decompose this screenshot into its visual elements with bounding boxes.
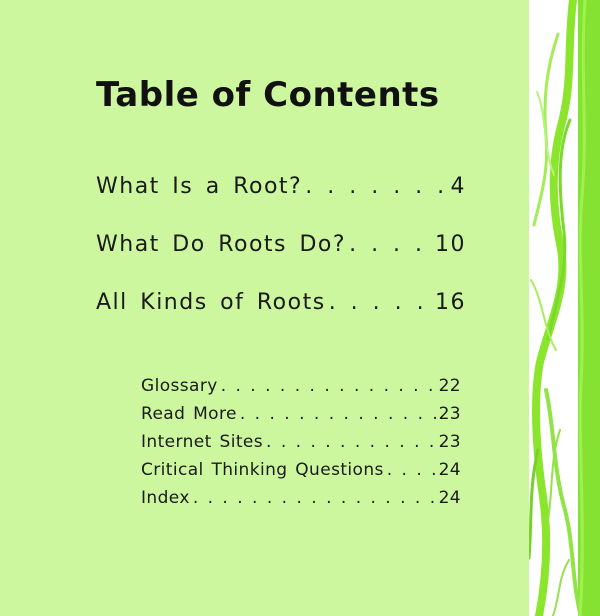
- toc-entry-what-is-a-root: [96, 174, 466, 230]
- toc-entry-what-do-roots-do: [96, 232, 466, 288]
- green-root-illustration: [529, 0, 600, 616]
- toc-entry-page-number: 10: [435, 232, 466, 257]
- toc-entry-internet-sites: [141, 432, 461, 460]
- green-root-illustration-svg: [529, 0, 600, 616]
- toc-entry-title: What Do Roots Do?: [96, 232, 347, 257]
- dot-leader: [302, 174, 442, 199]
- toc-entry-title: Index: [141, 488, 190, 508]
- toc-entry-page-number: 24: [438, 488, 461, 508]
- toc-entry-page-number: 16: [435, 290, 466, 315]
- main-contents-list: [96, 174, 466, 346]
- toc-entry-page-number: 22: [438, 376, 461, 396]
- toc-entry-critical-thinking-questions: [141, 460, 461, 488]
- toc-entry-title: What Is a Root?: [96, 174, 303, 199]
- dot-leader: [263, 432, 437, 452]
- toc-entry-page-number: 24: [438, 460, 461, 480]
- toc-entry-title: Glossary: [141, 376, 218, 396]
- toc-entry-page-number: 4: [450, 174, 466, 199]
- toc-entry-title: Internet Sites: [141, 432, 264, 452]
- toc-entry-glossary: [141, 376, 461, 404]
- dot-leader: [384, 460, 437, 480]
- toc-entry-all-kinds-of-roots: [96, 290, 466, 346]
- dot-leader: [326, 290, 435, 315]
- toc-entry-title: All Kinds of Roots: [96, 290, 326, 315]
- back-matter-list: [141, 376, 461, 516]
- toc-entry-title: Read More: [141, 404, 237, 424]
- dot-leader: [346, 232, 435, 257]
- toc-entry-index: [141, 488, 461, 516]
- toc-entry-page-number: 23: [438, 432, 461, 452]
- toc-entry-title: Critical Thinking Questions: [141, 460, 384, 480]
- toc-entry-read-more: [141, 404, 461, 432]
- dot-leader: [237, 404, 437, 424]
- page-title: Table of Contents: [96, 75, 440, 115]
- dot-leader: [190, 488, 437, 508]
- dot-leader: [218, 376, 437, 396]
- toc-entry-page-number: 23: [438, 404, 461, 424]
